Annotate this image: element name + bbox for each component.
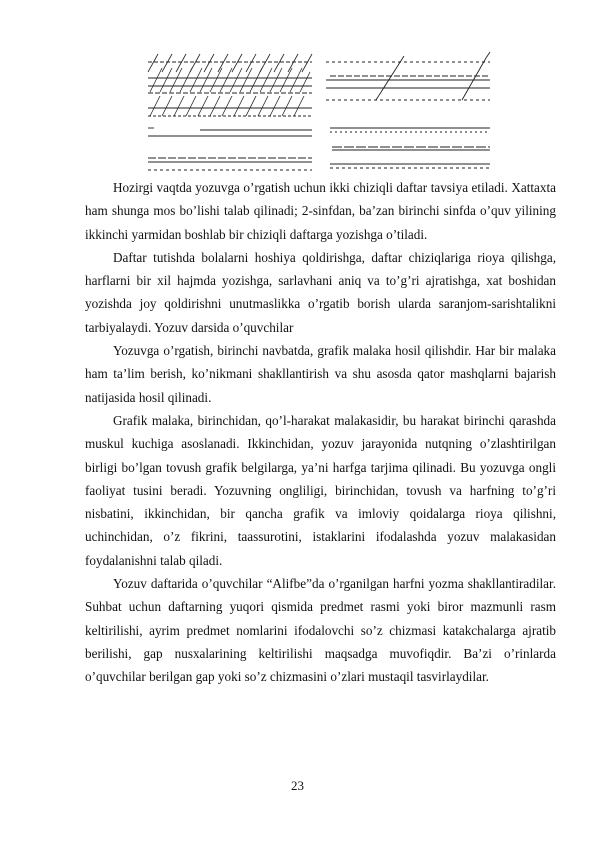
right-slant-guides xyxy=(376,52,490,100)
paragraph: Daftar tutishda bolalarni hoshiya qoldirishga, daftar chiziqlariga rioya qilishga, harflarni bir xil hajmda yozishga, sarlavhani aniq va to’g’ri ajratishga, xat boshidan yozishda joy qoldirishni unutmaslikka o’rgatib borish ularda saranjom-sarishtalikni tarbiyalaydi. Yozuv darsida o’quvchilar xyxy=(85,249,556,335)
left-slant-strokes xyxy=(148,54,312,116)
ruled-lines-illustration xyxy=(140,50,500,174)
left-lower-lines xyxy=(148,128,312,170)
paragraph: Yozuvga o’rgatish, birinchi navbatda, grafik malaka hosil qilishdir. Har bir malaka ham ta’lim berish, ko’nikmani shakllantirish va shu asosda qator mashqlarni bajarish natijasida hosil qilinadi. xyxy=(85,343,556,405)
notebook-lines-figure xyxy=(140,50,500,174)
body-text xyxy=(85,176,556,689)
paragraph: Hozirgi vaqtda yozuvga o’rgatish uchun ikki chiziqli daftar tavsiya etiladi. Xattaxta ham shunga mos bo’lishi talab qilinadi; 2-sinfdan, ba’zan birinchi sinfda o’quv yilining ikkinchi yarmidan boshlab bir chiziqli daftarga yozishga o’tiladi. xyxy=(85,180,556,242)
right-ruled-lines xyxy=(326,62,490,168)
left-slanted-grid xyxy=(148,62,312,116)
paragraph: Yozuv daftarida o’quvchilar “Alifbe”da o’rganilgan harfni yozma shakllantiradilar. Suhbat uchun daftarning yuqori qismida predmet rasmi yoki biror mazmunli rasm keltirilishi, ayrim predmet nomlarini ifodalovchi so’z chizmasi katakchalarga ajratib berilishi, gap nusxalarining keltirilishi maqsadga muvofiqdir. Ba’zi o’rinlarda o’quvchilar berilgan gap yoki so’z chizmasini o’zlari mustaqil tasvirlaydilar. xyxy=(85,576,556,685)
paragraph: Grafik malaka, birinchidan, qo’l-harakat malakasidir, bu harakat birinchi qarashda muskul kuchiga asoslanadi. Ikkinchidan, yozuv jarayonida nutqning o’zlashtirilgan birligi bo’lgan tovush grafik belgilarga, ya’ni harfga tarjima qilinadi. Bu yozuvga ongli faoliyat tusini beradi. Yozuvning ongliligi, birinchidan, tovush va harfning to’g’ri nisbatini, ikkinchidan, bir qancha grafik va imloviy qoidalarga rioya qilishni, uchinchidan, o’z fikrini, taassurotini, istaklarini ifodalashda yozuv malakasidan foydalanishni talab qiladi. xyxy=(85,412,556,568)
page-number: 23 xyxy=(291,778,304,793)
